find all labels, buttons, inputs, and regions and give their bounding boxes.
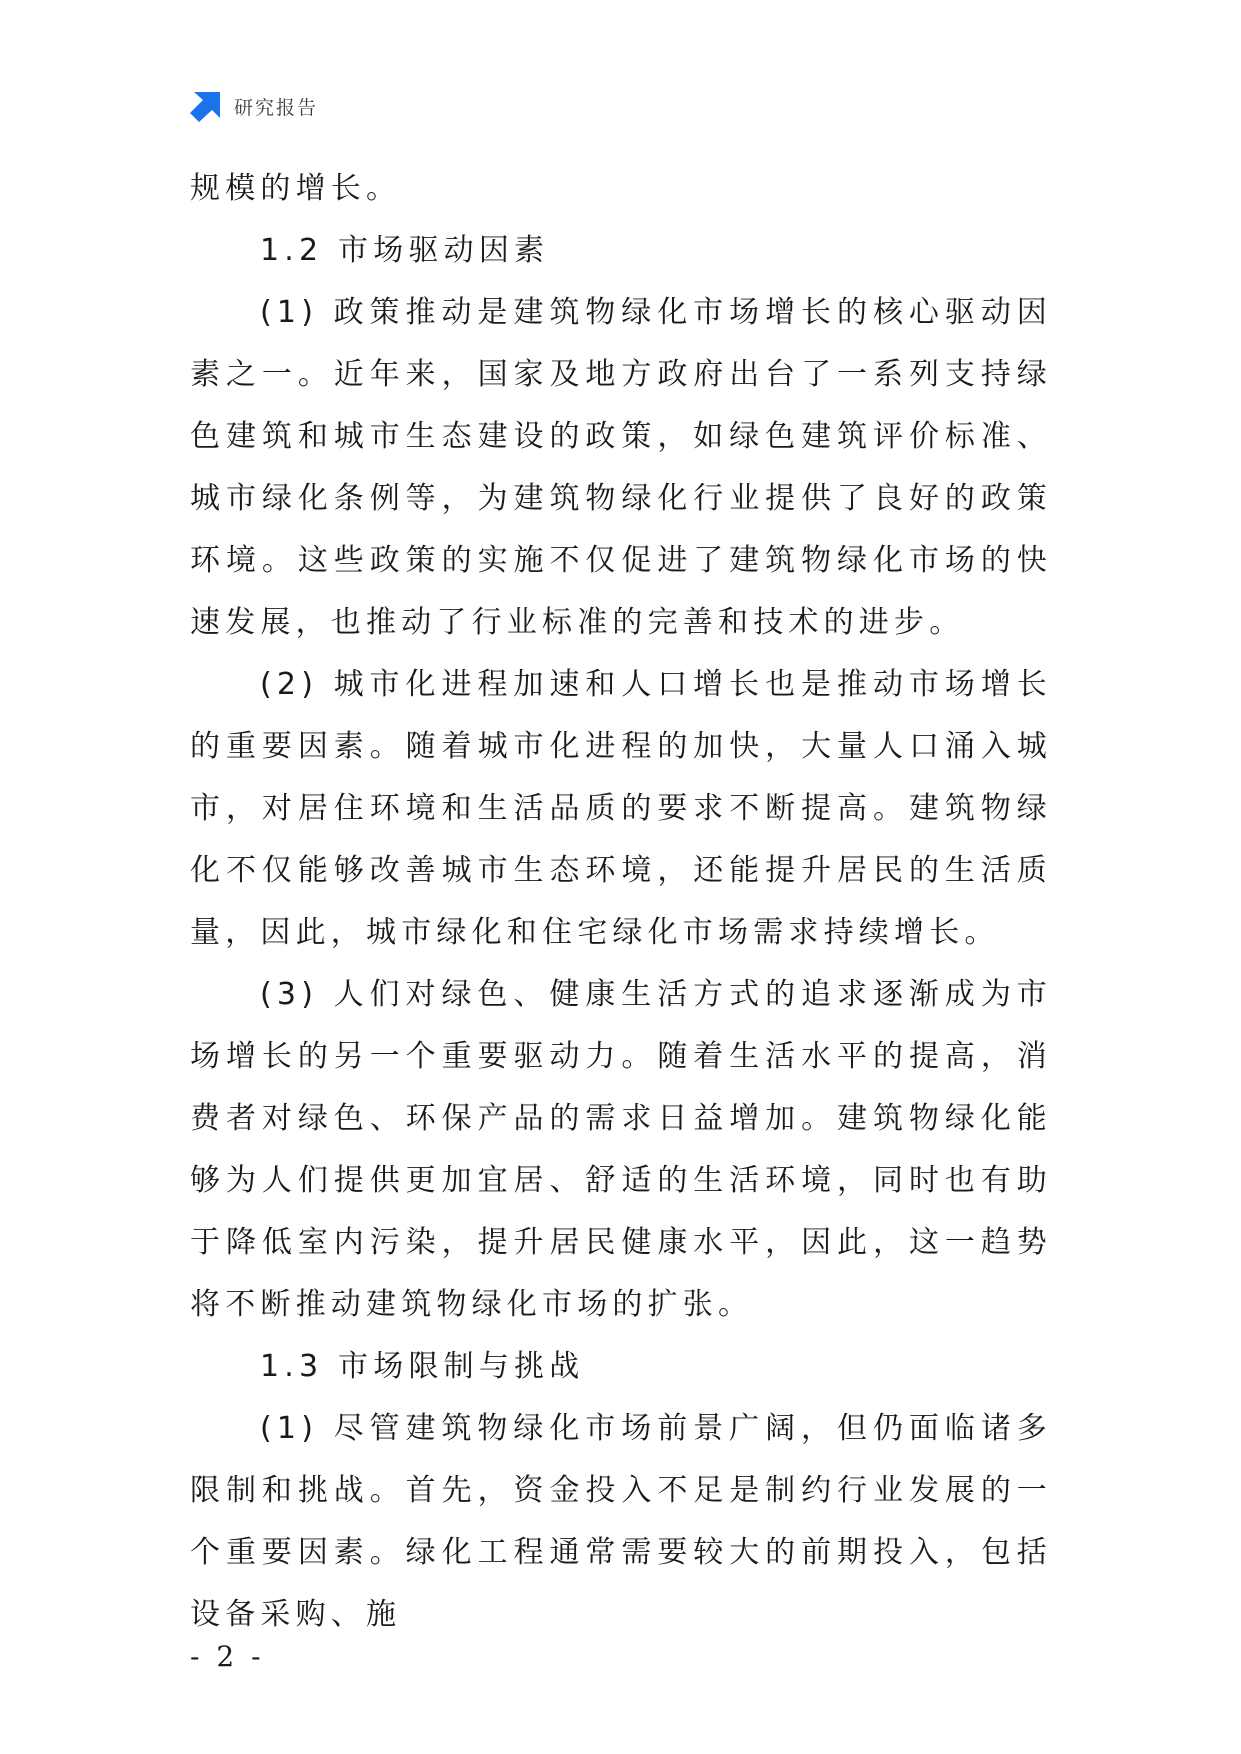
document-body [190,158,1052,1646]
paragraph-continuation: 规模的增长。 [190,171,402,206]
paragraph-1-2-3: (3) 人们对绿色、健康生活方式的追求逐渐成为市场增长的另一个重要驱动力。随着生活水平的提高，消费者对绿色、环保产品的需求日益增加。建筑物绿化能够为人们提供更加宜居、舒适的生活环境，同时也有助于降低室内污染，提升居民健康水平，因此，这一趋势将不断推动建筑物绿化市场的扩张。 [190,977,1052,1322]
section-heading-1-2: 1.2 市场驱动因素 [260,233,550,268]
report-header [190,88,318,124]
header-title: 研究报告 [234,96,319,119]
page-number: - 2 - [190,1640,265,1673]
paragraph-1-2-2: (2) 城市化进程加速和人口增长也是推动市场增长的重要因素。随着城市化进程的加快，大量人口涌入城市，对居住环境和生活品质的要求不断提高。建筑物绿化不仅能够改善城市生态环境，还能提升居民的生活质量，因此，城市绿化和住宅绿化市场需求持续增长。 [190,667,1052,950]
arrow-up-right-icon [190,90,222,122]
paragraph-1-3-1: (1) 尽管建筑物绿化市场前景广阔，但仍面临诸多限制和挑战。首先，资金投入不足是制约行业发展的一个重要因素。绿化工程通常需要较大的前期投入，包括设备采购、施 [190,1411,1052,1632]
paragraph-1-2-1: (1) 政策推动是建筑物绿化市场增长的核心驱动因素之一。近年来，国家及地方政府出台了一系列支持绿色建筑和城市生态建设的政策，如绿色建筑评价标准、城市绿化条例等，为建筑物绿化行业提供了良好的政策环境。这些政策的实施不仅促进了建筑物绿化市场的快速发展，也推动了行业标准的完善和技术的进步。 [190,295,1052,640]
section-heading-1-3: 1.3 市场限制与挑战 [260,1349,585,1384]
